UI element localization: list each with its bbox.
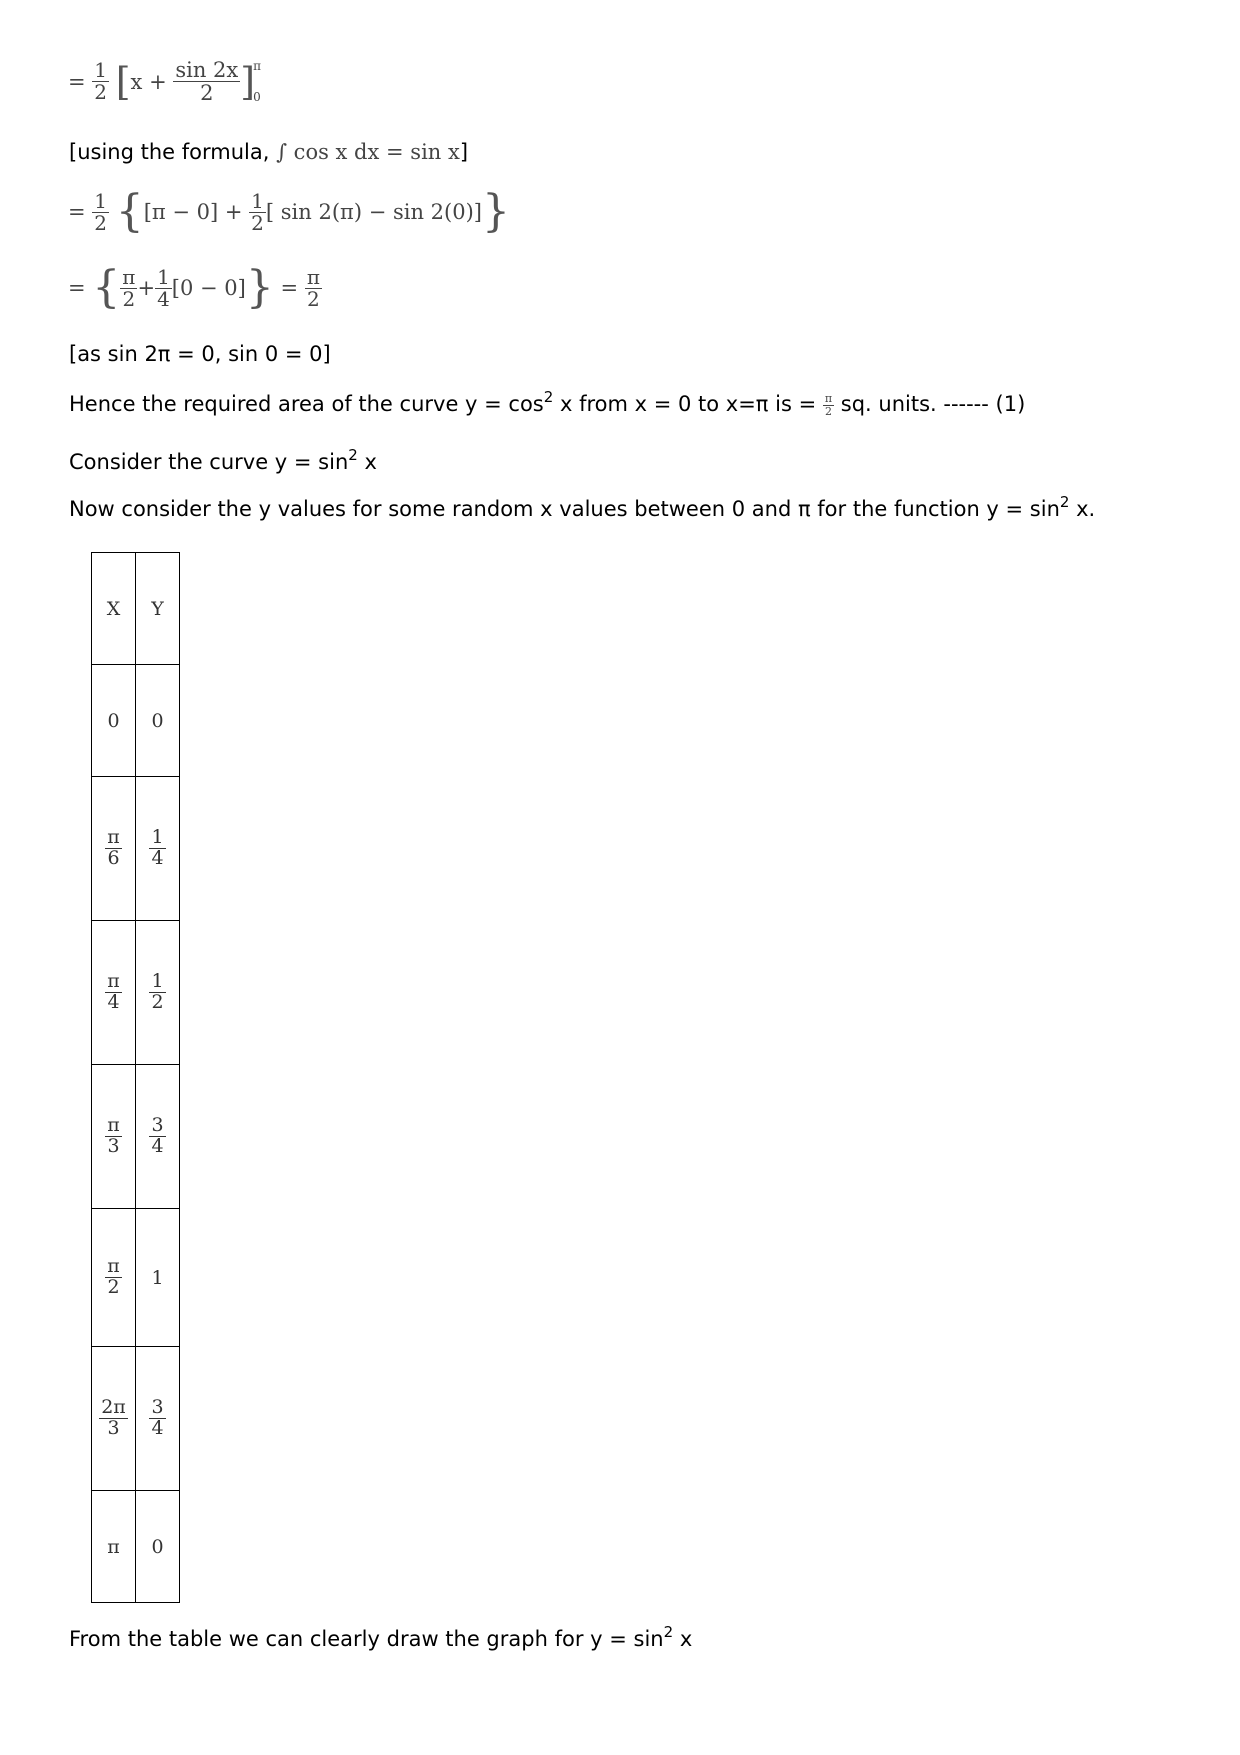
cell-y: $\frac{1}{4}$: [136, 777, 180, 921]
cell-y: 0: [136, 665, 180, 777]
fraction-quarter: $\frac{1}{4}$: [157, 264, 170, 311]
values-table: [91, 552, 180, 1603]
fraction-result: $\frac{\pi}{2}$: [306, 264, 320, 311]
fraction-sin2x-over-2: $\frac{\sin 2x}{2}$: [175, 58, 239, 106]
table-row: [92, 1347, 180, 1491]
sin-values-note: [as sin 2π = 0, sin 0 = 0]: [69, 342, 331, 366]
cell-y: $\frac{3}{4}$: [136, 1065, 180, 1209]
plus-sign: +: [137, 276, 156, 300]
cell-y: $\frac{3}{4}$: [136, 1347, 180, 1491]
fraction-pi-over-2: $\frac{\pi}{2}$: [122, 264, 136, 311]
hence-area-statement: Hence the required area of the curve $y = \cos^2 x$ from x = 0 to x=π is = $\frac{\pi}{2}$ sq. units. ------ (1): [69, 388, 1026, 418]
open-brace: {: [115, 186, 144, 237]
table-row: [92, 1065, 180, 1209]
equals-sign-2: =: [280, 276, 299, 300]
equals-sign: =: [68, 276, 86, 300]
table-header-row: [92, 553, 180, 665]
cell-x: 0: [92, 665, 136, 777]
zero-minus-zero: [0 − 0]: [171, 276, 246, 300]
pi-minus-zero: [π − 0] +: [143, 200, 243, 224]
cell-y: 1: [136, 1209, 180, 1347]
from-table-statement: From the table we can clearly draw the graph for $y = \sin^2 x$: [69, 1623, 693, 1651]
table-row: [92, 777, 180, 921]
close-bracket: ]: [240, 59, 256, 104]
now-consider-values: Now consider the y values for some random x values between 0 and π for the function $y = \sin^2 x$.: [69, 493, 1096, 521]
equals-sign: =: [68, 69, 86, 94]
open-bracket: [: [115, 59, 131, 104]
table-row: [92, 1491, 180, 1603]
equation-step-2: [68, 186, 510, 237]
header-x: X: [92, 553, 136, 665]
table-row: [92, 921, 180, 1065]
cell-x: $\frac{2\pi}{3}$: [92, 1347, 136, 1491]
sin-difference: [ sin 2(π) − sin 2(0)]: [265, 200, 482, 224]
fraction-half: $\frac{1}{2}$: [94, 58, 108, 105]
close-brace: }: [481, 186, 510, 237]
table-row: [92, 665, 180, 777]
formula-note: [using the formula, ∫ cos x dx = sin x]: [69, 140, 469, 164]
cell-y: $\frac{1}{2}$: [136, 921, 180, 1065]
header-y: Y: [136, 553, 180, 665]
cos-integral-formula: ∫ cos x dx = sin x: [276, 140, 460, 164]
equation-step-3: [68, 262, 322, 313]
lower-limit: 0: [253, 89, 261, 104]
cell-x: $\frac{\pi}{3}$: [92, 1065, 136, 1209]
open-brace: {: [92, 262, 121, 313]
fraction-pi-over-2-small: $\frac{\pi}{2}$: [824, 391, 833, 418]
cell-x: $\frac{\pi}{2}$: [92, 1209, 136, 1347]
upper-limit: π: [253, 59, 261, 73]
fraction-half: $\frac{1}{2}$: [94, 188, 108, 235]
equals-sign: =: [68, 200, 86, 224]
cell-x: π: [92, 1491, 136, 1603]
cell-y: 0: [136, 1491, 180, 1603]
x-plus: x +: [130, 69, 167, 94]
cell-x: $\frac{\pi}{6}$: [92, 777, 136, 921]
table-row: [92, 1209, 180, 1347]
equation-step-1: [68, 58, 261, 106]
consider-curve: Consider the curve $y = \sin^2 x$: [69, 446, 377, 474]
fraction-half-2: $\frac{1}{2}$: [251, 188, 264, 235]
cell-x: $\frac{\pi}{4}$: [92, 921, 136, 1065]
close-brace: }: [245, 262, 274, 313]
